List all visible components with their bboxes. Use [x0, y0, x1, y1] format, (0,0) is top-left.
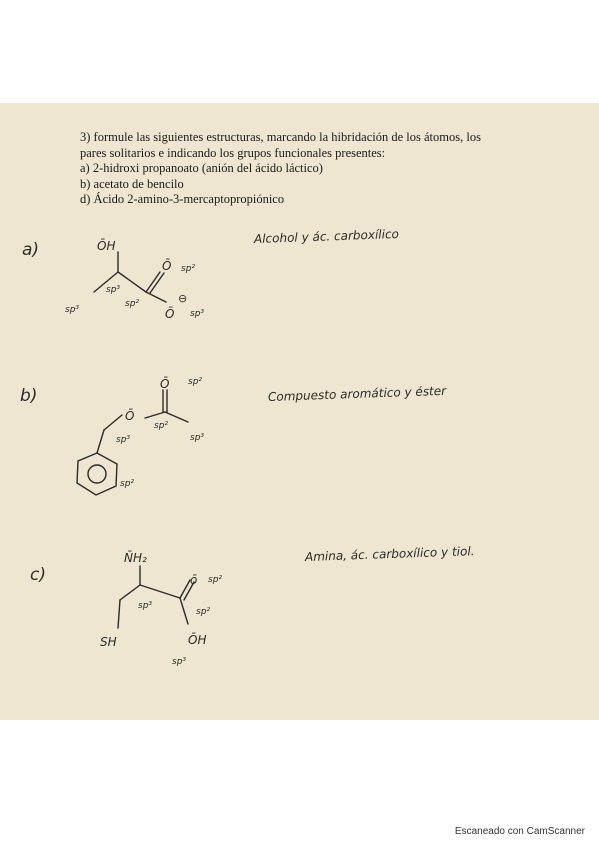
answer-b-note: Compuesto aromático y éster [267, 383, 447, 404]
a-sp3-o: sp³ [190, 309, 205, 319]
answer-c-label: c) [30, 565, 46, 585]
c-sp2-o: sp² [208, 575, 223, 585]
a-oh-label: ŌH [97, 239, 116, 253]
question-item-b: b) acetato de bencilo [80, 176, 184, 191]
b-sp2-ring: sp² [120, 479, 135, 489]
c-sh-label: SH [100, 635, 117, 649]
question-line-1: 3) formule las siguientes estructuras, marcando la hibridación de los átomos, los [80, 130, 481, 144]
b-o-double: Ō [160, 377, 170, 391]
answer-b-label: b) [20, 386, 38, 406]
answer-c-note: Amina, ác. carboxílico y tiol. [304, 544, 475, 564]
question-item-d: d) Ácido 2-amino-3-mercaptopropiónico [80, 192, 285, 206]
b-sp2-c: sp² [154, 421, 169, 431]
b-o-ester: Ō [125, 409, 135, 423]
c-sp3-c: sp³ [138, 601, 153, 611]
question-item-a: a) 2-hidroxi propanoato (anión del ácido láctico) [80, 161, 323, 175]
a-sp3-me: sp³ [65, 305, 80, 315]
answer-a-note: Alcohol y ác. carboxílico [253, 226, 400, 246]
b-sp3-me: sp³ [190, 433, 205, 443]
a-sp3-c2: sp³ [106, 285, 121, 295]
question-line-2: pares solitarios e indicando los grupos funcionales presentes: [80, 145, 386, 160]
structure-c-bonds [118, 566, 194, 628]
c-oh-label: ŌH [188, 633, 207, 647]
answer-a-label: a) [22, 240, 40, 260]
a-sp2-o: sp² [181, 264, 196, 274]
a-o-double: Ō [162, 259, 172, 273]
structure-a-bonds [94, 252, 166, 302]
a-o-negative: Ō [165, 307, 175, 321]
b-sp3-o: sp³ [116, 435, 131, 445]
b-sp2-o: sp² [188, 377, 203, 387]
c-o-double: ō [190, 573, 198, 587]
a-minus-charge: ⊖ [178, 292, 188, 305]
c-nh2-label: N̄H₂ [124, 551, 147, 565]
c-sp2-c: sp² [196, 607, 211, 617]
scanner-footer: Escaneado con CamScanner [454, 826, 585, 837]
a-sp2-c1: sp² [125, 299, 140, 309]
c-sp3-o: sp³ [172, 657, 187, 667]
